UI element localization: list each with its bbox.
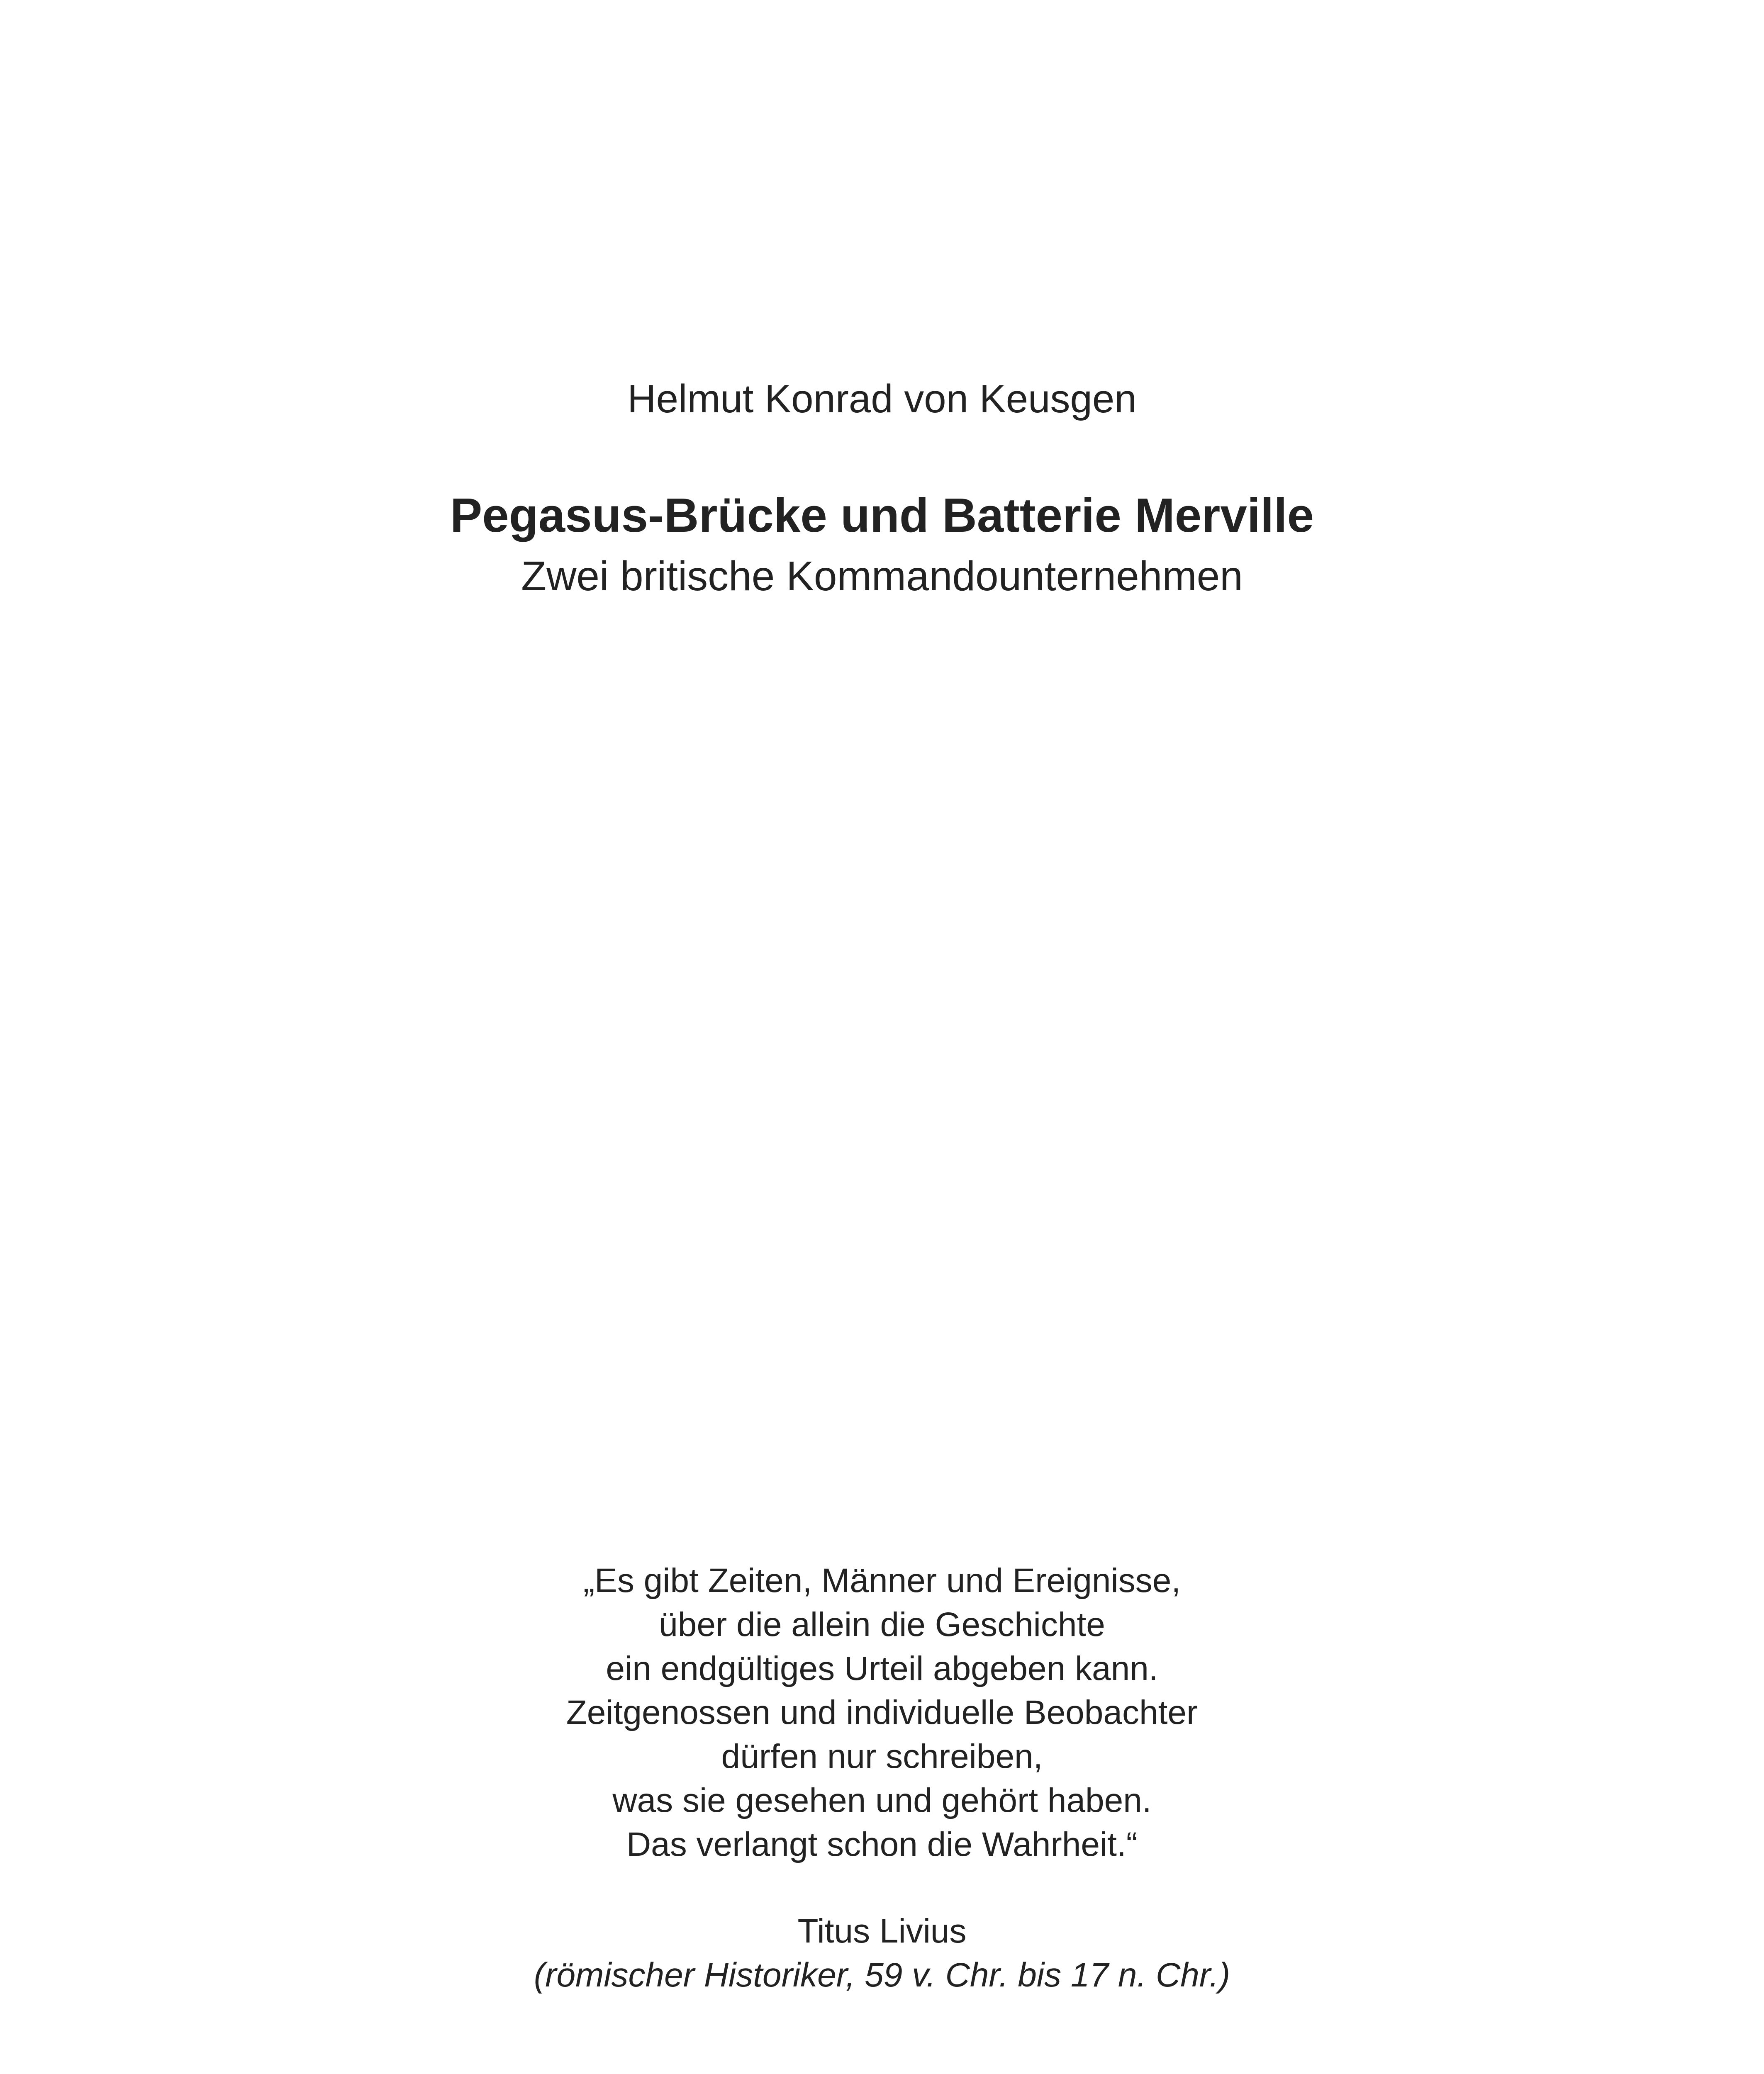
book-title: Pegasus-Brücke und Batterie Merville — [450, 488, 1314, 542]
attribution-name: Titus Livius — [797, 1912, 967, 1950]
epigraph-quote — [0, 1559, 1764, 1867]
quote-line: Das verlangt schon die Wahrheit.“ — [626, 1826, 1138, 1863]
quote-line: was sie gesehen und gehört haben. — [612, 1782, 1152, 1819]
book-subtitle: Zwei britische Kommandounternehmen — [521, 553, 1243, 599]
quote-line: über die allein die Geschichte — [659, 1606, 1105, 1643]
attribution-note: (römischer Historiker, 59 v. Chr. bis 17 n. Chr.) — [534, 1956, 1230, 1994]
quote-line: dürfen nur schreiben, — [721, 1738, 1043, 1775]
quote-line: „Es gibt Zeiten, Männer und Ereignisse, — [583, 1562, 1181, 1599]
author-name: Helmut Konrad von Keusgen — [627, 377, 1137, 421]
quote-line: Zeitgenossen und individuelle Beobachter — [566, 1694, 1198, 1731]
quote-line: ein endgültiges Urteil abgeben kann. — [606, 1650, 1158, 1687]
epigraph-attribution — [0, 1909, 1764, 1997]
